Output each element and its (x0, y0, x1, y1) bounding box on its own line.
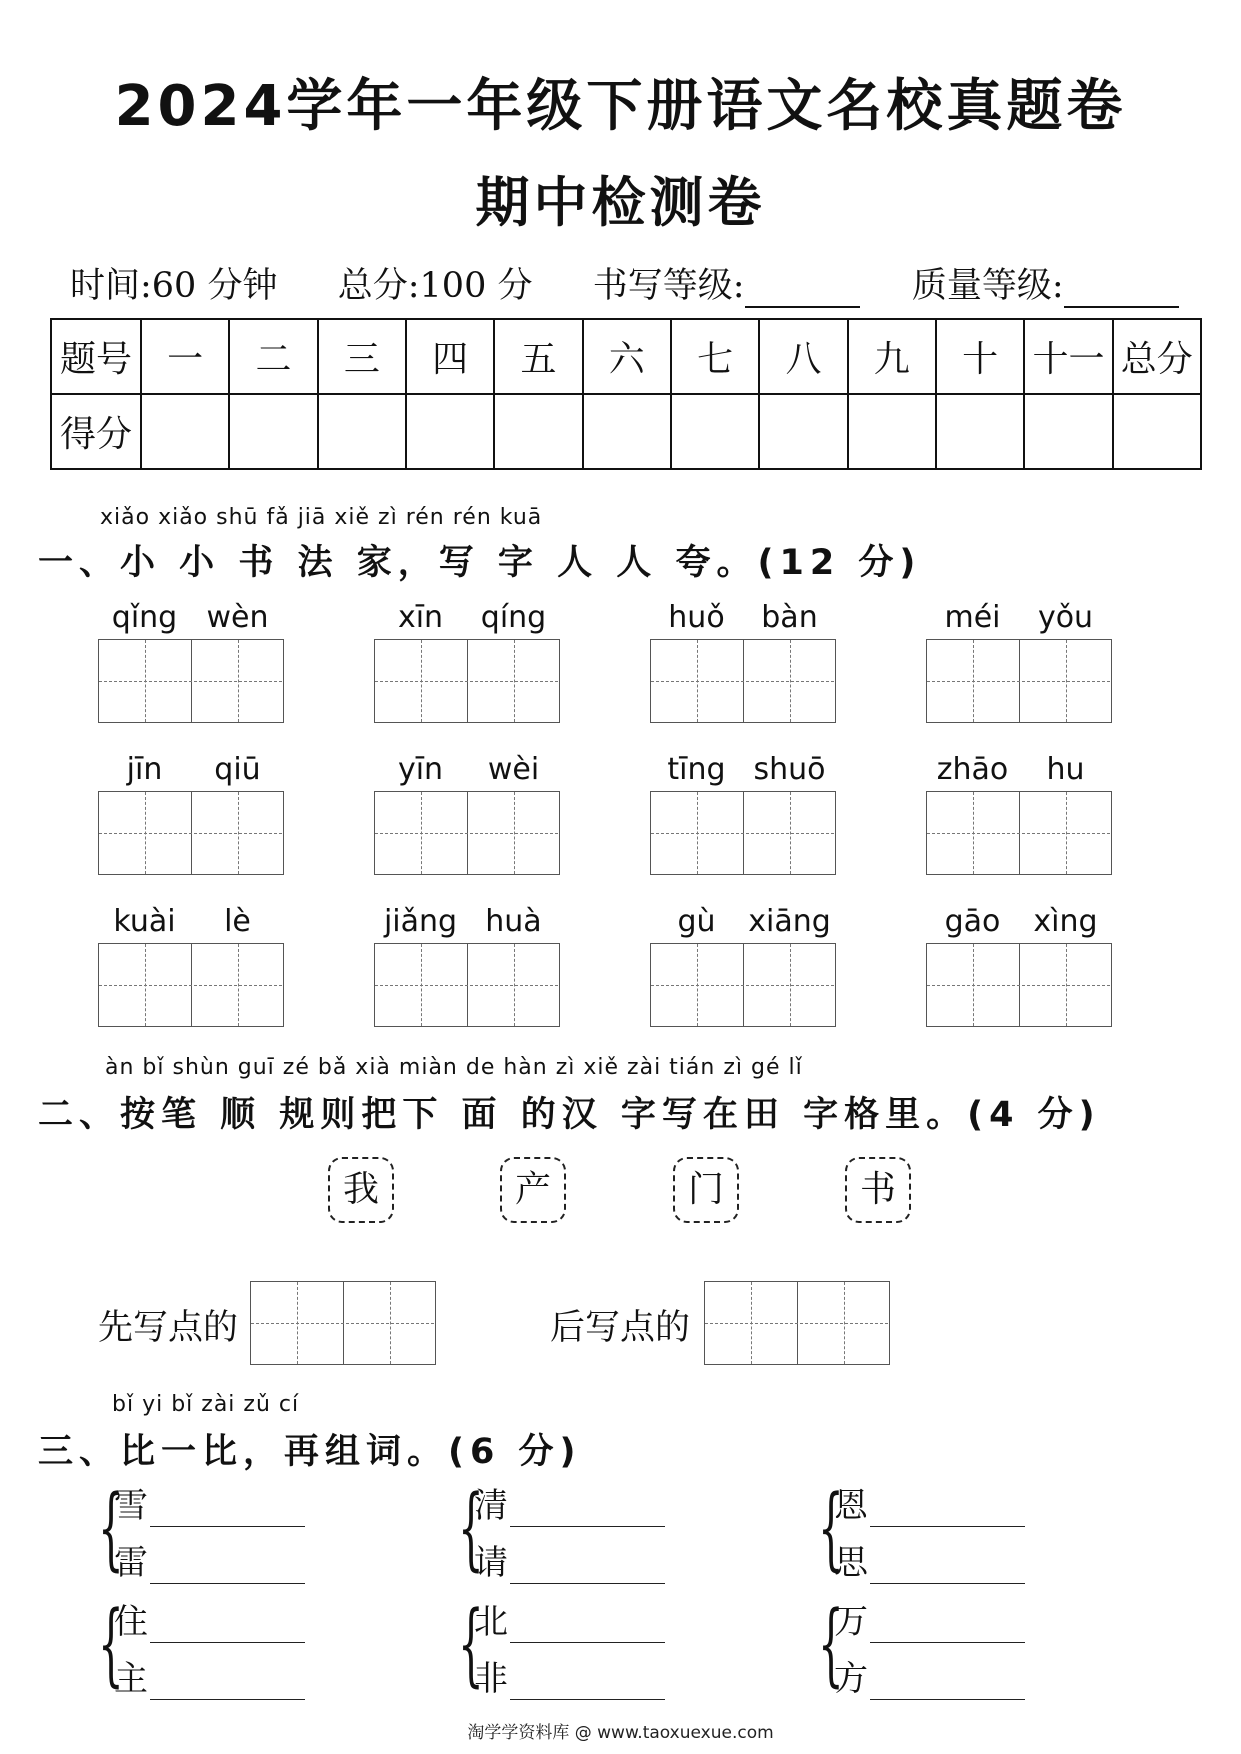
word-pair (818, 1478, 1038, 1588)
pinyin-syllable: tīng (667, 752, 726, 787)
pinyin-syllable: yīn (397, 752, 444, 787)
pair-row (114, 1594, 305, 1643)
pair-char: 恩 (834, 1486, 868, 1526)
pinyin-word (374, 752, 560, 787)
answer-blank[interactable] (150, 1669, 305, 1700)
stroke-char-2: 产 (500, 1157, 566, 1223)
exam-meta (70, 258, 1180, 308)
brace-icon: { (98, 1592, 124, 1697)
answer-blank[interactable] (150, 1496, 305, 1527)
brace-icon: { (98, 1476, 124, 1581)
score-cell[interactable] (318, 394, 406, 469)
tianzige-grid[interactable] (98, 791, 284, 875)
total-score: 总分:100 分 (337, 266, 533, 306)
stroke-char-1: 我 (328, 1157, 394, 1223)
pair-char: 清 (474, 1486, 508, 1526)
pinyin-syllable: wèi (487, 752, 540, 787)
pinyin-word (926, 752, 1112, 787)
pair-row (834, 1478, 1025, 1527)
question-number-2: 二 (229, 319, 317, 394)
brace-icon: { (458, 1592, 484, 1697)
brace-icon: { (818, 1476, 844, 1581)
score-table-score-row (51, 394, 1201, 469)
tianzige-grid[interactable] (650, 791, 836, 875)
pinyin-syllable: xìng (1033, 904, 1098, 939)
pinyin-word (926, 904, 1112, 939)
pinyin-syllable: hu (1046, 752, 1085, 787)
tianzige-grid[interactable] (98, 639, 284, 723)
pinyin-syllable: jiǎng (383, 904, 458, 939)
pinyin-word (926, 600, 1112, 635)
pinyin-syllable: huà (485, 904, 542, 939)
pair-row (474, 1478, 665, 1527)
pinyin-syllable: wèn (206, 600, 269, 635)
question-number-9: 九 (848, 319, 936, 394)
answer-blank[interactable] (510, 1496, 665, 1527)
question-number-1: 一 (141, 319, 229, 394)
pinyin-syllable: huǒ (668, 600, 725, 635)
section1-title: 一、小 小 书 法 家，写 字 人 人 夸。(12 分) (38, 543, 922, 583)
section3-pinyin: bǐ yi bǐ zài zǔ cí (112, 1392, 300, 1417)
page-subtitle: 期中检测卷 (475, 171, 766, 234)
question-number-4: 四 (406, 319, 494, 394)
first-dot-label: 先写点的 (98, 1308, 239, 1348)
quality-grade-label: 质量等级: (911, 266, 1064, 306)
pair-char: 主 (114, 1659, 148, 1699)
question-number-5: 五 (494, 319, 582, 394)
word-pair (98, 1594, 318, 1704)
score-cell[interactable] (583, 394, 671, 469)
score-table-header-row (51, 319, 1201, 394)
word-pair (98, 1478, 318, 1588)
pair-char: 非 (474, 1659, 508, 1699)
score-table-row1-label: 题号 (51, 319, 141, 394)
section2-title: 二、按笔 顺 规则把下 面 的汉 字写在田 字格里。(4 分) (38, 1095, 1101, 1135)
later-dot-label: 后写点的 (550, 1308, 691, 1348)
pinyin-syllable: xīn (397, 600, 444, 635)
pair-row (474, 1651, 665, 1700)
first-dot-grid[interactable] (250, 1281, 436, 1365)
tianzige-grid[interactable] (374, 791, 560, 875)
pinyin-syllable: jīn (126, 752, 163, 787)
score-cell[interactable] (848, 394, 936, 469)
score-cell[interactable] (936, 394, 1024, 469)
pair-char: 思 (834, 1543, 868, 1583)
pinyin-syllable: xiāng (748, 904, 831, 939)
tianzige-grid[interactable] (926, 791, 1112, 875)
answer-blank[interactable] (870, 1612, 1025, 1643)
tianzige-grid[interactable] (374, 943, 560, 1027)
score-cell[interactable] (406, 394, 494, 469)
tianzige-grid[interactable] (926, 943, 1112, 1027)
word-pair (458, 1594, 678, 1704)
word-pair (818, 1594, 1038, 1704)
pair-char: 雪 (114, 1486, 148, 1526)
writing-grade-label: 书写等级: (592, 266, 745, 306)
tianzige-grid[interactable] (926, 639, 1112, 723)
answer-blank[interactable] (510, 1553, 665, 1584)
pinyin-syllable: gāo (944, 904, 1001, 939)
pair-char: 雷 (114, 1543, 148, 1583)
pinyin-word (650, 904, 836, 939)
pinyin-word (98, 904, 284, 939)
answer-blank[interactable] (150, 1553, 305, 1584)
score-cell[interactable] (671, 394, 759, 469)
answer-blank[interactable] (510, 1669, 665, 1700)
later-dot-grid[interactable] (704, 1281, 890, 1365)
score-cell[interactable] (759, 394, 847, 469)
score-cell[interactable] (1024, 394, 1112, 469)
quality-grade-blank[interactable] (1064, 276, 1179, 308)
tianzige-grid[interactable] (650, 943, 836, 1027)
brace-icon: { (458, 1476, 484, 1581)
tianzige-grid[interactable] (374, 639, 560, 723)
pair-char: 万 (834, 1602, 868, 1642)
pinyin-word (98, 600, 284, 635)
question-number-10: 十 (936, 319, 1024, 394)
answer-blank[interactable] (870, 1553, 1025, 1584)
answer-blank[interactable] (870, 1669, 1025, 1700)
pair-row (114, 1651, 305, 1700)
page-title: 2024学年一年级下册语文名校真题卷 (114, 74, 1127, 139)
score-cell[interactable] (494, 394, 582, 469)
section3-title: 三、比一比，再组词。(6 分) (38, 1432, 582, 1472)
pair-char: 方 (834, 1659, 868, 1699)
question-number-11: 十一 (1024, 319, 1112, 394)
pair-row (474, 1594, 665, 1643)
section1-pinyin: xiǎo xiǎo shū fǎ jiā xiě zì rén rén kuā (100, 505, 543, 530)
pinyin-syllable: gù (677, 904, 716, 939)
pair-row (834, 1651, 1025, 1700)
score-cell[interactable] (141, 394, 229, 469)
pair-row (114, 1535, 305, 1584)
tianzige-grid[interactable] (650, 639, 836, 723)
pinyin-syllable: zhāo (936, 752, 1009, 787)
pair-char: 住 (114, 1602, 148, 1642)
pinyin-word (650, 752, 836, 787)
section2-pinyin: àn bǐ shùn guī zé bǎ xià miàn de hàn zì xiě zài tián zì gé lǐ (105, 1055, 803, 1080)
pinyin-word (374, 904, 560, 939)
time-limit: 时间:60 分钟 (70, 266, 278, 306)
pair-row (114, 1478, 305, 1527)
pinyin-syllable: kuài (113, 904, 176, 939)
question-number-3: 三 (318, 319, 406, 394)
score-cell[interactable] (229, 394, 317, 469)
answer-blank[interactable] (150, 1612, 305, 1643)
pair-char: 请 (474, 1543, 508, 1583)
pinyin-syllable: qǐng (111, 600, 178, 635)
pinyin-syllable: méi (944, 600, 1001, 635)
pinyin-word (374, 600, 560, 635)
question-number-7: 七 (671, 319, 759, 394)
pinyin-word (98, 752, 284, 787)
pair-row (834, 1535, 1025, 1584)
footer-watermark: 淘学学资料库 @ www.taoxuexue.com (467, 1723, 774, 1743)
pinyin-syllable: qíng (480, 600, 547, 635)
pinyin-syllable: shuō (753, 752, 826, 787)
answer-blank[interactable] (510, 1612, 665, 1643)
score-table (50, 318, 1202, 470)
brace-icon: { (818, 1592, 844, 1697)
question-number-total: 总分 (1113, 319, 1201, 394)
question-number-6: 六 (583, 319, 671, 394)
stroke-char-4: 书 (845, 1157, 911, 1223)
pinyin-syllable: qiū (214, 752, 261, 787)
pair-row (474, 1535, 665, 1584)
question-number-8: 八 (759, 319, 847, 394)
pinyin-syllable: yǒu (1037, 600, 1094, 635)
pinyin-word (650, 600, 836, 635)
word-pair (458, 1478, 678, 1588)
pair-row (834, 1594, 1025, 1643)
pair-char: 北 (474, 1602, 508, 1642)
pinyin-syllable: lè (224, 904, 251, 939)
score-cell[interactable] (1113, 394, 1201, 469)
score-table-row2-label: 得分 (51, 394, 141, 469)
stroke-char-3: 门 (673, 1157, 739, 1223)
answer-blank[interactable] (870, 1496, 1025, 1527)
tianzige-grid[interactable] (98, 943, 284, 1027)
pinyin-syllable: bàn (761, 600, 818, 635)
writing-grade-blank[interactable] (745, 276, 860, 308)
